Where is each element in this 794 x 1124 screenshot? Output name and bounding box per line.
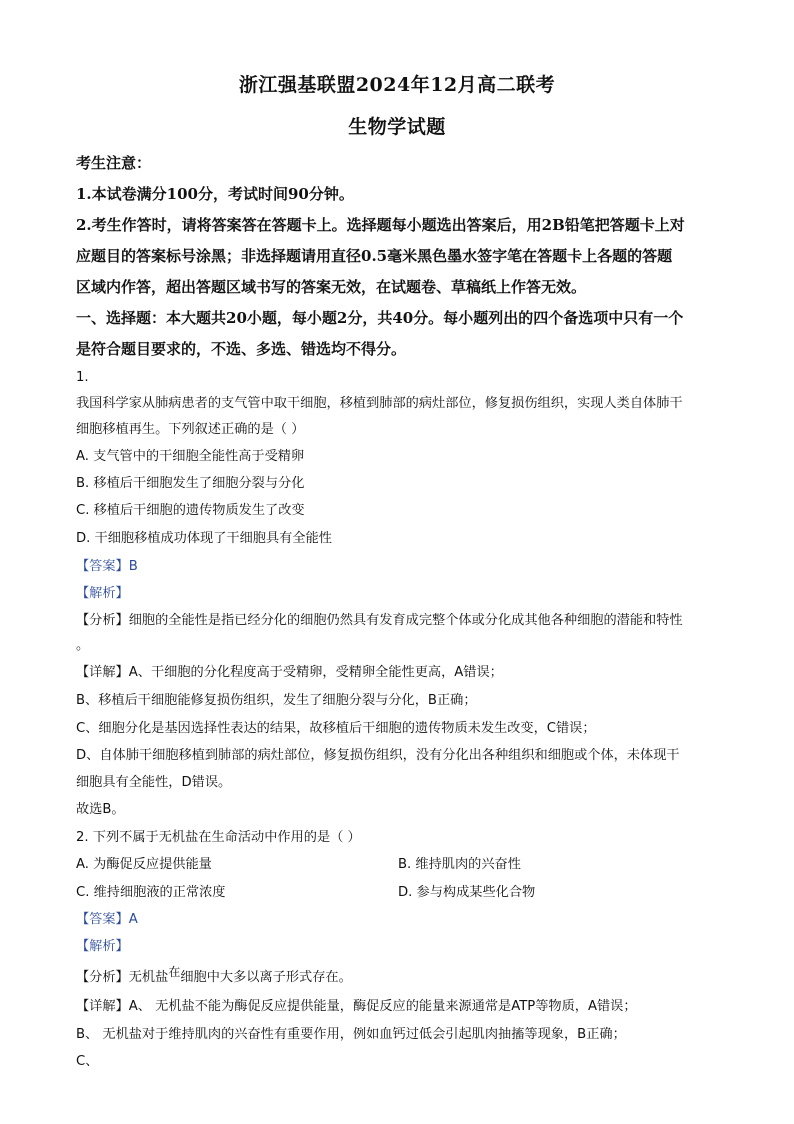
notice-item-2-line-1: 2.考生作答时，请将答案答在答题卡上。选择题每小题选出答案后，用2B铅笔把答题卡上对	[76, 216, 685, 234]
question-2-stem: 2. 下列不属于无机盐在生命活动中作用的是（ ）	[76, 830, 361, 845]
notice-item-2-line-2: 应题目的答案标号涂黑；非选择题请用直径0.5毫米黑色墨水签字笔在答题卡上各题的答题	[76, 247, 673, 265]
question-1-detail-b: B、移植后干细胞能修复损伤组织，发生了细胞分裂与分化，B正确；	[76, 693, 477, 708]
question-2-option-a: A. 为酶促反应提供能量	[76, 857, 212, 872]
question-2-detail-b: B、 无机盐对于维持肌肉的兴奋性有重要作用，例如血钙过低会引起肌肉抽搐等现象，B正确；	[76, 1027, 626, 1042]
question-2-detail-a: 【详解】A、 无机盐不能为酶促反应提供能量，酶促反应的能量来源通常是ATP等物质，A错误；	[76, 999, 637, 1014]
question-2-option-b: B. 维持肌肉的兴奋性	[398, 857, 521, 872]
document-subtitle: 生物学试题	[348, 116, 446, 138]
notice-item-1: 1.本试卷满分100分，考试时间90分钟。	[76, 185, 354, 203]
question-2-analysis	[76, 966, 352, 985]
question-1-detail-d-line-1: D、自体肺干细胞移植到肺部的病灶部位，修复损伤组织，没有分化出各种组织和细胞或个体，未体现干	[76, 748, 680, 763]
question-1-stem-line-1: 我国科学家从肺病患者的支气管中取干细胞，移植到肺部的病灶部位，修复损伤组织，实现人类自体肺干	[76, 396, 683, 411]
question-1-stem-line-2: 细胞移植再生。下列叙述正确的是（ ）	[76, 422, 305, 437]
question-2-analysis-tag: 【解析】	[76, 939, 129, 954]
notice-heading: 考生注意：	[76, 154, 152, 172]
question-2-option-c: C. 维持细胞液的正常浓度	[76, 885, 226, 900]
question-1-analysis-line-1: 【分析】细胞的全能性是指已经分化的细胞仍然具有发育成完整个体或分化成其他各种细胞的潜能和特性	[76, 613, 683, 628]
question-1-option-d: D. 干细胞移植成功体现了干细胞具有全能性	[76, 531, 332, 546]
question-2-analysis-raised-char: 在	[168, 965, 181, 979]
question-1-option-c: C. 移植后干细胞的遗传物质发生了改变	[76, 503, 305, 518]
question-1-conclusion: 故选B。	[76, 802, 125, 817]
section-heading-line-2: 是符合题目要求的，不选、多选、错选均不得分。	[76, 340, 407, 358]
section-heading-line-1: 一、选择题：本大题共20小题，每小题2分，共40分。每小题列出的四个备选项中只有一个	[76, 309, 684, 327]
question-1-detail-c: C、细胞分化是基因选择性表达的结果，故移植后干细胞的遗传物质未发生改变，C错误；	[76, 721, 596, 736]
question-1-number: 1.	[76, 370, 89, 385]
question-1-option-b: B. 移植后干细胞发生了细胞分裂与分化	[76, 476, 305, 491]
question-1-detail-a: 【详解】A、干细胞的分化程度高于受精卵，受精卵全能性更高，A错误；	[76, 665, 503, 680]
question-1-option-a: A. 支气管中的干细胞全能性高于受精卵	[76, 449, 305, 464]
question-2-analysis-part-2: 细胞中大多以离子形式存在。	[180, 970, 352, 985]
question-2-analysis-part-1: 【分析】无机盐	[76, 970, 169, 985]
question-1-detail-d-line-2: 细胞具有全能性，D错误。	[76, 775, 232, 790]
question-2-detail-c: C、	[76, 1054, 99, 1069]
question-2-answer: 【答案】A	[76, 912, 138, 927]
question-1-answer: 【答案】B	[76, 559, 138, 574]
document-title: 浙江强基联盟2024年12月高二联考	[238, 74, 556, 96]
question-2-option-d: D. 参与构成某些化合物	[398, 885, 536, 900]
question-1-analysis-line-2: 。	[76, 638, 90, 653]
question-1-analysis-tag: 【解析】	[76, 586, 129, 601]
notice-item-2-line-3: 区域内作答，超出答题区域书写的答案无效，在试题卷、草稿纸上作答无效。	[76, 278, 587, 296]
